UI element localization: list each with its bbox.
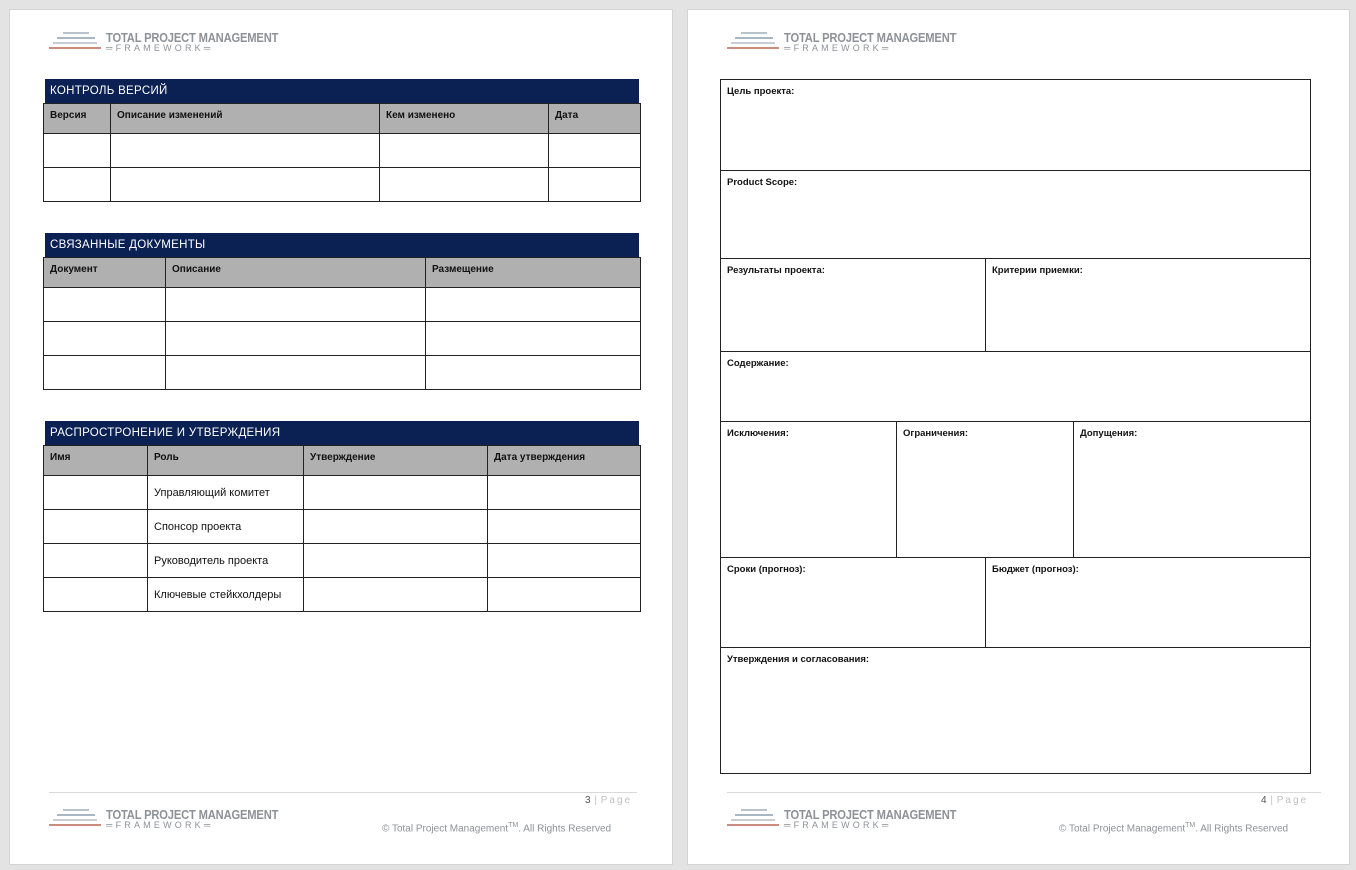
approvals-field[interactable] <box>720 647 1311 774</box>
constraints-field[interactable] <box>896 421 1074 558</box>
column-header: Кем изменено <box>380 104 549 134</box>
field-label: Утверждения и согласования: <box>727 654 870 665</box>
field-label: Допущения: <box>1080 428 1138 439</box>
footer-divider <box>727 792 1321 793</box>
table-row <box>44 134 641 168</box>
company-logo <box>727 30 957 58</box>
table-cell[interactable] <box>426 288 641 322</box>
table-cell[interactable] <box>44 168 111 202</box>
copyright-text: © Total Project Management™. All Rights Reserved <box>382 822 612 835</box>
page-number: 3 | Page <box>585 795 633 806</box>
table-cell[interactable] <box>304 510 488 544</box>
logo-title: TOTAL PROJECT MANAGEMENT <box>106 807 279 822</box>
table-cell[interactable] <box>426 322 641 356</box>
copyright-text: © Total Project Management™. All Rights Reserved <box>1059 822 1289 835</box>
table-row <box>44 476 641 510</box>
company-logo <box>49 30 279 58</box>
table-cell[interactable] <box>488 476 641 510</box>
table-cell[interactable] <box>44 510 148 544</box>
table-cell[interactable] <box>426 356 641 390</box>
field-label: Содержание: <box>727 358 789 369</box>
table-cell[interactable] <box>44 288 166 322</box>
column-header: Описание изменений <box>111 104 380 134</box>
column-header: Имя <box>44 446 148 476</box>
logo-subtitle: ═FRAMEWORK═ <box>106 43 214 53</box>
logo-title: TOTAL PROJECT MANAGEMENT <box>784 30 957 45</box>
field-label: Результаты проекта: <box>727 265 825 276</box>
field-label: Бюджет (прогноз): <box>992 564 1079 575</box>
table-cell[interactable] <box>44 476 148 510</box>
column-header: Размещение <box>426 258 641 288</box>
logo-title: TOTAL PROJECT MANAGEMENT <box>106 30 279 45</box>
field-label: Product Scope: <box>727 177 798 188</box>
column-header: Документ <box>44 258 166 288</box>
table-cell[interactable] <box>304 578 488 612</box>
table-row <box>44 578 641 612</box>
related-docs-table <box>43 257 641 390</box>
table-row <box>44 168 641 202</box>
table-cell[interactable] <box>44 134 111 168</box>
table-cell[interactable] <box>44 578 148 612</box>
table-cell[interactable] <box>111 168 380 202</box>
timeline-field[interactable] <box>720 557 986 648</box>
column-header: Версия <box>44 104 111 134</box>
table-cell[interactable] <box>44 544 148 578</box>
table-cell[interactable] <box>166 288 426 322</box>
logo-stripes-icon <box>727 809 779 831</box>
logo-stripes-icon <box>49 809 101 831</box>
table-cell[interactable] <box>549 168 641 202</box>
version-control-heading: КОНТРОЛЬ ВЕРСИЙ <box>45 79 639 103</box>
table-cell[interactable] <box>111 134 380 168</box>
document-page-3 <box>9 9 673 865</box>
table-row <box>44 356 641 390</box>
field-label: Сроки (прогноз): <box>727 564 806 575</box>
table-cell[interactable] <box>304 544 488 578</box>
field-label: Ограничения: <box>903 428 969 439</box>
project-charter-form <box>720 79 1311 774</box>
table-cell[interactable] <box>44 322 166 356</box>
table-cell[interactable] <box>488 578 641 612</box>
logo-stripes-icon <box>49 32 101 54</box>
column-header: Роль <box>148 446 304 476</box>
column-header: Дата <box>549 104 641 134</box>
page-number: 4 | Page <box>1261 795 1309 806</box>
role-cell: Ключевые стейкхолдеры <box>148 578 304 612</box>
logo-title: TOTAL PROJECT MANAGEMENT <box>784 807 957 822</box>
table-cell[interactable] <box>380 134 549 168</box>
table-cell[interactable] <box>166 322 426 356</box>
table-row <box>44 510 641 544</box>
role-cell: Управляющий комитет <box>148 476 304 510</box>
table-cell[interactable] <box>549 134 641 168</box>
table-row <box>44 288 641 322</box>
related-docs-heading: СВЯЗАННЫЕ ДОКУМЕНТЫ <box>45 233 639 257</box>
table-cell[interactable] <box>488 544 641 578</box>
table-row <box>44 544 641 578</box>
results-field[interactable] <box>720 258 986 352</box>
budget-field[interactable] <box>985 557 1311 648</box>
role-cell: Руководитель проекта <box>148 544 304 578</box>
goal-field[interactable] <box>720 79 1311 171</box>
scope-field[interactable] <box>720 170 1311 259</box>
field-label: Критерии приемки: <box>992 265 1083 276</box>
table-cell[interactable] <box>488 510 641 544</box>
logo-stripes-icon <box>727 32 779 54</box>
assumptions-field[interactable] <box>1073 421 1311 558</box>
logo-subtitle: ═FRAMEWORK═ <box>784 820 892 830</box>
field-label: Исключения: <box>727 428 789 439</box>
logo-subtitle: ═FRAMEWORK═ <box>106 820 214 830</box>
table-cell[interactable] <box>166 356 426 390</box>
column-header: Дата утверждения <box>488 446 641 476</box>
document-page-4 <box>687 9 1350 865</box>
distribution-heading: РАСПРОСТРОНЕНИЕ И УТВЕРЖДЕНИЯ <box>45 421 639 445</box>
column-header: Описание <box>166 258 426 288</box>
footer-logo <box>49 807 279 835</box>
table-cell[interactable] <box>44 356 166 390</box>
role-cell: Спонсор проекта <box>148 510 304 544</box>
content-field[interactable] <box>720 351 1311 422</box>
distribution-table <box>43 445 641 612</box>
footer-logo <box>727 807 957 835</box>
table-cell[interactable] <box>380 168 549 202</box>
version-control-table <box>43 103 641 202</box>
table-cell[interactable] <box>304 476 488 510</box>
acceptance-field[interactable] <box>985 258 1311 352</box>
footer-divider <box>49 792 637 793</box>
field-label: Цель проекта: <box>727 86 795 97</box>
column-header: Утверждение <box>304 446 488 476</box>
logo-subtitle: ═FRAMEWORK═ <box>784 43 892 53</box>
exclusions-field[interactable] <box>720 421 897 558</box>
table-row <box>44 322 641 356</box>
